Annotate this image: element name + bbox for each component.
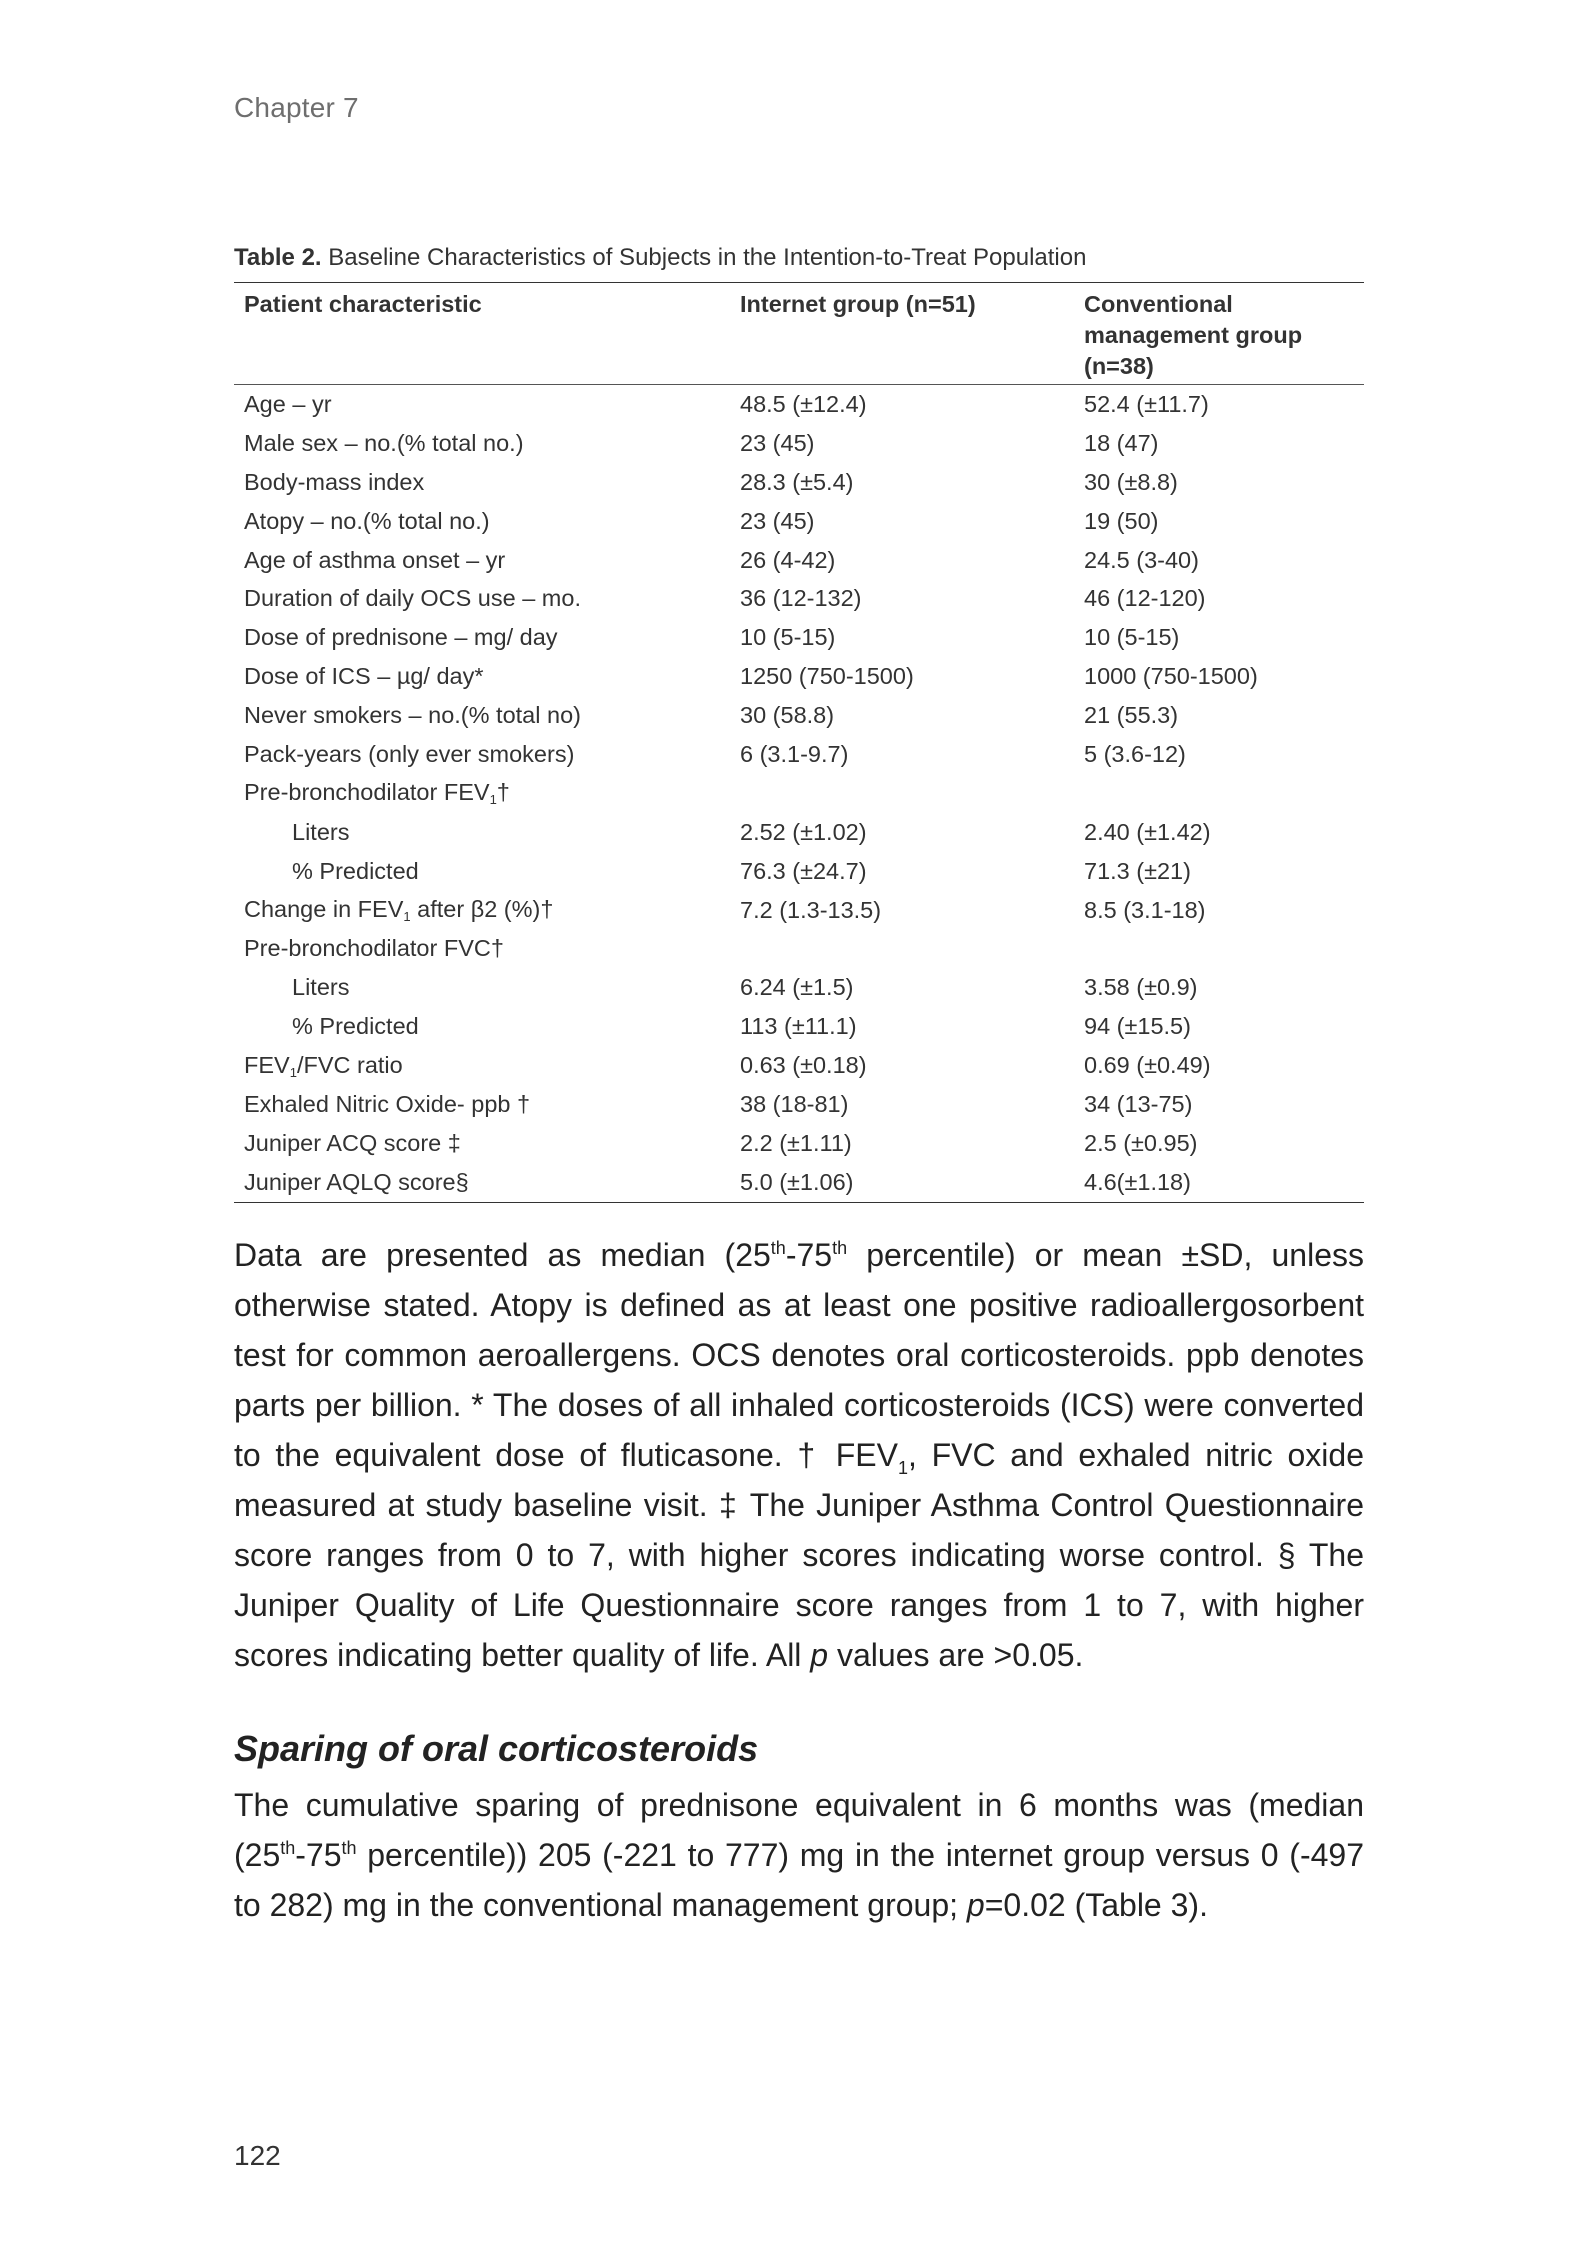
cell-characteristic: Dose of prednisone – mg/ day [244, 624, 558, 651]
table-row [234, 618, 1364, 657]
cell-characteristic: Dose of ICS – µg/ day* [244, 663, 484, 690]
cell-conventional-group: 4.6(±1.18) [1084, 1168, 1191, 1195]
cell-conventional-group: 8.5 (3.1-18) [1084, 896, 1206, 923]
cell-characteristic: % Predicted [292, 857, 419, 884]
cell-conventional-group: 34 (13-75) [1084, 1090, 1193, 1117]
header-internet-group: Internet group (n=51) [740, 291, 976, 317]
table-row [234, 424, 1364, 463]
table-caption [234, 244, 1364, 272]
cell-characteristic: $FEV_1$/FVC ratio [244, 1051, 403, 1080]
header-conventional-group: Conventional management group (n=38) [1084, 291, 1303, 379]
table-row [234, 502, 1364, 541]
cell-internet-group: 23 (45) [740, 429, 815, 456]
cell-internet-group: 0.63 (±0.18) [740, 1052, 867, 1079]
body-paragraph: The cumulative sparing of prednisone equivalent in 6 months was (median (25th-75th percentile)) 205 (-221 to 777) mg in the internet group versus 0 (-497 to 282) mg in the conventional management group; p=0.02 (Table 3). [234, 1787, 1364, 1923]
cell-internet-group [730, 929, 1074, 968]
table-row [234, 1007, 1364, 1046]
cell-characteristic: Pre-bronchodilator $FEV_1\dagger$ [244, 779, 510, 808]
cell-characteristic: Age of asthma onset – yr [244, 546, 506, 573]
cell-internet-group: 76.3 (±24.7) [740, 857, 867, 884]
cell-characteristic: Juniper ACQ score ‡ [244, 1129, 461, 1156]
cell-conventional-group: 18 (47) [1084, 429, 1159, 456]
cell-characteristic: Age – yr [244, 390, 332, 417]
cell-conventional-group: 2.40 (±1.42) [1084, 818, 1211, 845]
cell-internet-group: 30 (58.8) [740, 702, 835, 729]
cell-conventional-group: 46 (12-120) [1084, 585, 1206, 612]
cell-conventional-group: 21 (55.3) [1084, 702, 1179, 729]
table-row [234, 735, 1364, 774]
cell-characteristic: Male sex – no.(% total no.) [244, 429, 524, 456]
table-row [234, 852, 1364, 891]
cell-characteristic: Atopy – no.(% total no.) [244, 507, 490, 534]
cell-conventional-group: 1000 (750-1500) [1084, 663, 1258, 690]
cell-characteristic: Juniper AQLQ score§ [244, 1168, 469, 1195]
baseline-characteristics-table [234, 282, 1364, 1203]
cell-conventional-group: 30 (±8.8) [1084, 468, 1178, 495]
table-row [234, 968, 1364, 1007]
table-row [234, 463, 1364, 502]
table-row [234, 929, 1364, 968]
table-row [234, 891, 1364, 930]
table-row [234, 696, 1364, 735]
cell-internet-group: 6 (3.1-9.7) [740, 740, 849, 767]
cell-internet-group [730, 774, 1074, 813]
table-caption-text: Baseline Characteristics of Subjects in the Intention-to-Treat Population [328, 244, 1087, 271]
cell-characteristic: Exhaled Nitric Oxide- ppb † [244, 1090, 531, 1117]
cell-characteristic: Duration of daily OCS use – mo. [244, 585, 581, 612]
baseline-table-block [234, 244, 1364, 1203]
cell-conventional-group [1074, 774, 1364, 813]
header-patient-characteristic: Patient characteristic [244, 291, 482, 317]
running-head: Chapter 7 [234, 92, 359, 123]
cell-characteristic: % Predicted [292, 1013, 419, 1040]
cell-characteristic: Liters [292, 818, 350, 845]
table-body [234, 385, 1364, 1203]
table-row [234, 541, 1364, 580]
table-row [234, 385, 1364, 424]
table-row [234, 774, 1364, 813]
cell-conventional-group: 24.5 (3-40) [1084, 546, 1199, 573]
cell-internet-group: 23 (45) [740, 507, 815, 534]
cell-internet-group: 5.0 (±1.06) [740, 1168, 854, 1195]
cell-characteristic: Pack-years (only ever smokers) [244, 740, 575, 767]
cell-conventional-group: 94 (±15.5) [1084, 1013, 1191, 1040]
cell-conventional-group [1074, 929, 1364, 968]
table-row [234, 657, 1364, 696]
cell-conventional-group: 3.58 (±0.9) [1084, 974, 1198, 1001]
cell-internet-group: 10 (5-15) [740, 624, 836, 651]
cell-internet-group: 113 (±11.1) [740, 1013, 857, 1040]
cell-conventional-group: 2.5 (±0.95) [1084, 1129, 1198, 1156]
cell-conventional-group: 19 (50) [1084, 507, 1159, 534]
cell-internet-group: 6.24 (±1.5) [740, 974, 854, 1001]
cell-characteristic: Never smokers – no.(% total no) [244, 702, 581, 729]
cell-internet-group: 7.2 (1.3-13.5) [740, 896, 882, 923]
page-number: 122 [234, 2140, 281, 2171]
cell-conventional-group: 0.69 (±0.49) [1084, 1052, 1211, 1079]
cell-internet-group: 28.3 (±5.4) [740, 468, 854, 495]
cell-internet-group: 26 (4-42) [740, 546, 836, 573]
table-row [234, 1085, 1364, 1124]
section-heading: Sparing of oral corticosteroids [234, 1728, 759, 1769]
table-row [234, 813, 1364, 852]
cell-internet-group: 1250 (750-1500) [740, 663, 914, 690]
cell-conventional-group: 5 (3.6-12) [1084, 740, 1186, 767]
table-notes: Data are presented as median (25th-75th percentile) or mean ±SD, unless otherwise stated. Atopy is defined as at least one positive radioallergosorbent test for common aeroallergens. OCS denotes oral corticosteroids. ppb denotes parts per billion. * The doses of all inhaled corticosteroids (ICS) were converted to the equivalent dose of fluticasone. † $FEV_1$, FVC and exhaled nitric oxide measured at study baseline visit. ‡ The Juniper Asthma Control Questionnaire score ranges from 0 to 7, with higher scores indicating worse control. § The Juniper Quality of Life Questionnaire score ranges from 1 to 7, with higher scores indicating better quality of life. All p values are >0.05. [234, 1237, 1365, 1673]
cell-internet-group: 2.2 (±1.11) [740, 1129, 852, 1156]
table-header-row [234, 283, 1364, 385]
table-row [234, 579, 1364, 618]
table-caption-label: Table 2. [234, 244, 322, 271]
cell-internet-group: 38 (18-81) [740, 1090, 849, 1117]
table-row [234, 1163, 1364, 1202]
cell-characteristic: Pre-bronchodilator FVC† [244, 935, 504, 962]
cell-conventional-group: 10 (5-15) [1084, 624, 1180, 651]
cell-internet-group: 2.52 (±1.02) [740, 818, 867, 845]
cell-conventional-group: 71.3 (±21) [1084, 857, 1191, 884]
cell-characteristic: Body-mass index [244, 468, 425, 495]
cell-characteristic: Liters [292, 974, 350, 1001]
cell-conventional-group: 52.4 (±11.7) [1084, 390, 1209, 417]
table-row [234, 1046, 1364, 1085]
cell-internet-group: 36 (12-132) [740, 585, 862, 612]
cell-characteristic: Change in $FEV_1$ after β2 (%)† [244, 896, 554, 925]
table-row [234, 1124, 1364, 1163]
cell-internet-group: 48.5 (±12.4) [740, 390, 867, 417]
